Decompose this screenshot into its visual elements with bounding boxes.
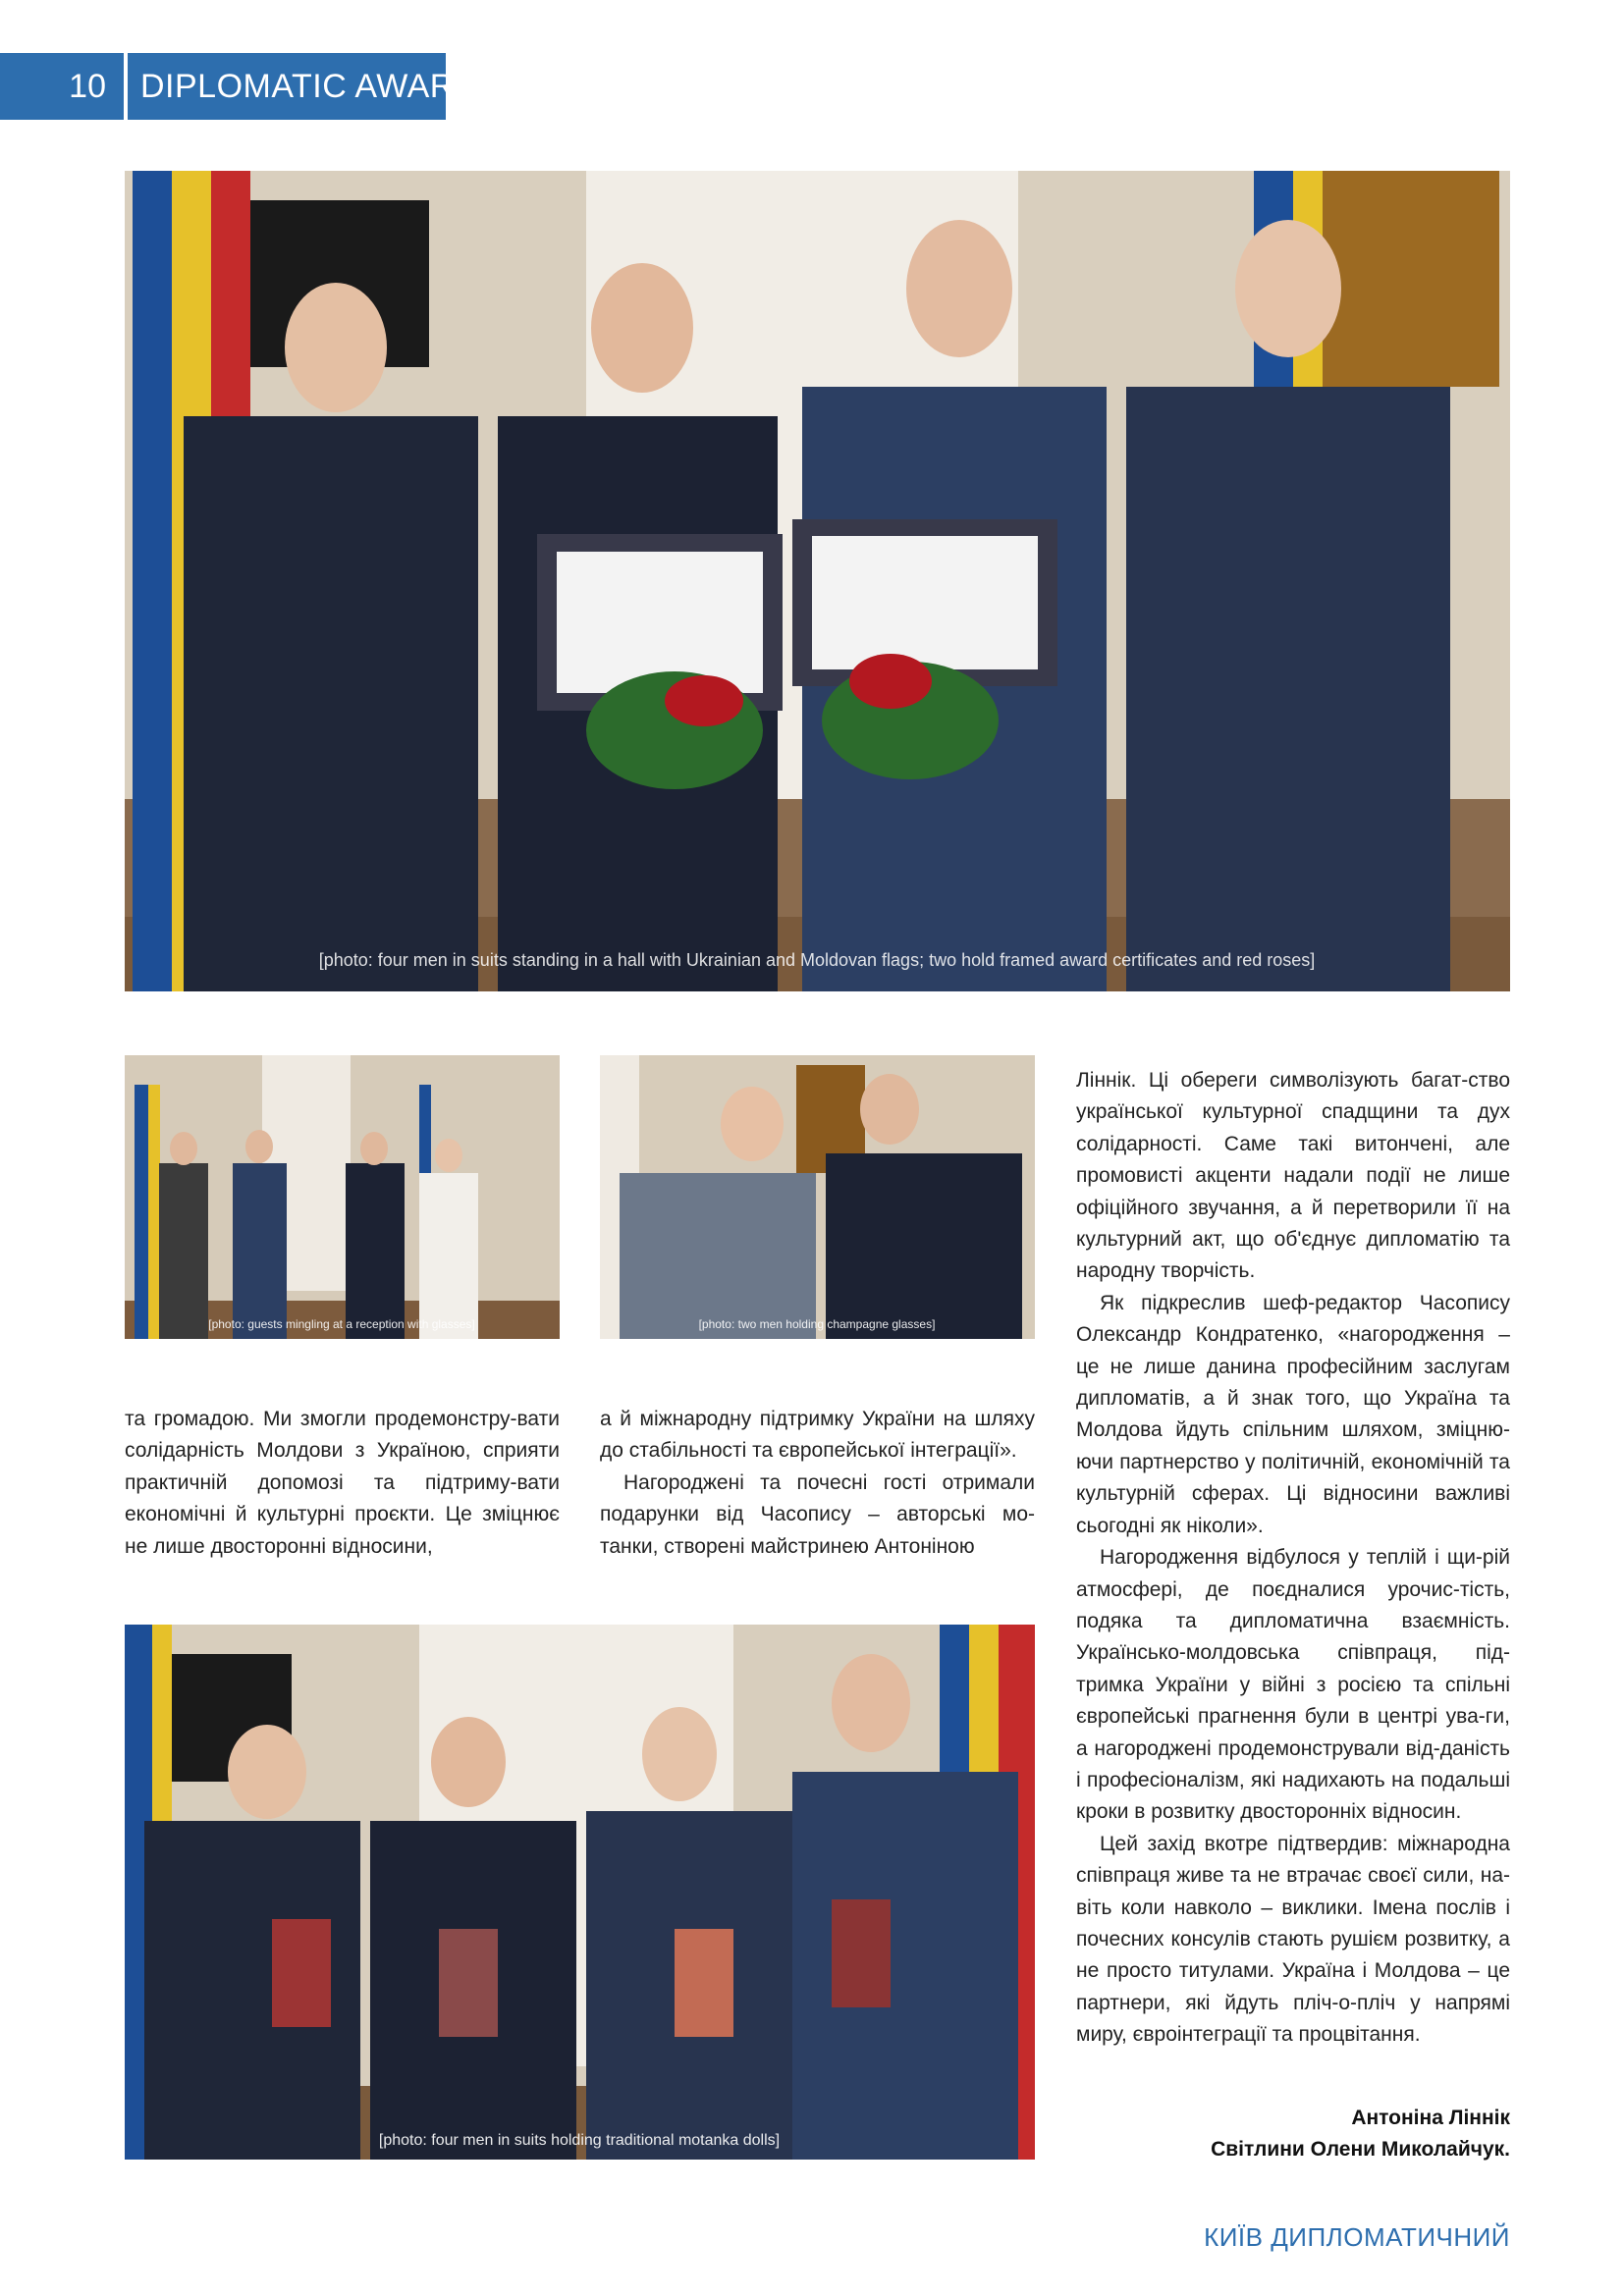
reception-photo-left [125,1055,560,1339]
page-number: 10 [69,68,106,105]
main-photo-label: [photo: four men in suits standing in a hall with Ukrainian and Moldovan flags; two hold framed award certificates and red roses] [318,950,1316,970]
article-col3-paragraph-2: Як підкреслив шеф-редактор Часопису Олександр Кондратенко, «нагородження – це не лише данина професійним заслугам дипломатів, а й знак того, що Україна та Молдова йдуть спільним шляхом, зміцню-ючи партнерство у політичній, економічній та культурній сферах. Ці відносини важливі сьогодні як ніколи». [1076,1291,1510,1537]
reception-photo-right [600,1055,1035,1339]
motanka-photo [125,1625,1035,2160]
article-col3-paragraph-3: Нагородження відбулося у теплій і щи-рій атмосфері, де поєдналися урочис-тість, подяка та дипломатична взаємність. Українсько-молдовська співпраця, під-тримка України у війні з росією та спільні європейські прагнення були в центрі ува-ги, а нагороджені продемонстрували від-даність і професіоналізм, які надихають на подальші кроки в розвитку двосторонніх відносин. [1076,1546,1510,1824]
main-photo [125,171,1510,991]
article-col1-paragraph: та громадою. Ми змогли продемонстру-вати солідарність Молдови з Україною, сприяти практичній допомозі та підтриму-вати економічні й культурні проєкти. Це зміцнює не лише двосторонні відносини, [125,1408,560,1558]
article-col3-paragraph-1: Ліннік. Ці обереги символізують багат-ство української культурної спадщини та дух солідарності. Саме такі витончені, але промовисті акценти надали події не лише офіційного звучання, а й перетворили її на культурний акт, що об'єднує дипломатію та народну творчість. [1076,1069,1510,1283]
article-column-2 [600,1404,1035,1563]
article-col2-paragraph-2: Нагороджені та почесні гості отримали подарунки від Часопису – авторські мо-танки, створені майстринею Антоніною [600,1470,1035,1558]
article-signature [1211,2103,1510,2165]
article-column-3 [1076,1065,1510,2052]
photo-credit: Світлини Олени Миколайчук. [1211,2138,1510,2161]
article-col2-paragraph-1: а й міжнародну підтримку України на шляху до стабільності та європейської інтеграції». [600,1408,1035,1463]
header-divider [124,53,128,120]
motanka-photo-label: [photo: four men in suits holding traditional motanka dolls] [378,2132,781,2149]
article-column-1 [125,1404,560,1563]
author-name: Антоніна Ліннік [1351,2107,1510,2129]
reception-photo-right-label: [photo: two men holding champagne glasses] [698,1317,936,1331]
footer-magazine-brand: КИЇВ ДИПЛОМАТИЧНИЙ [1204,2222,1510,2252]
article-col3-paragraph-4: Цей захід вкотре підтвердив: міжнародна співпраця живе та не втрачає своєї сили, на-віть коли навколо – виклики. Імена послів і почесних консулів стають рушієм розвитку, а не просто титулами. Україна і Молдова – це партнери, які йдуть пліч-о-пліч у напрямі миру, євроінтеграції та процвітання. [1076,1832,1510,2047]
reception-photo-left-label: [photo: guests mingling at a reception with glasses] [208,1317,475,1331]
section-title: DIPLOMATIC AWARD [140,68,479,105]
